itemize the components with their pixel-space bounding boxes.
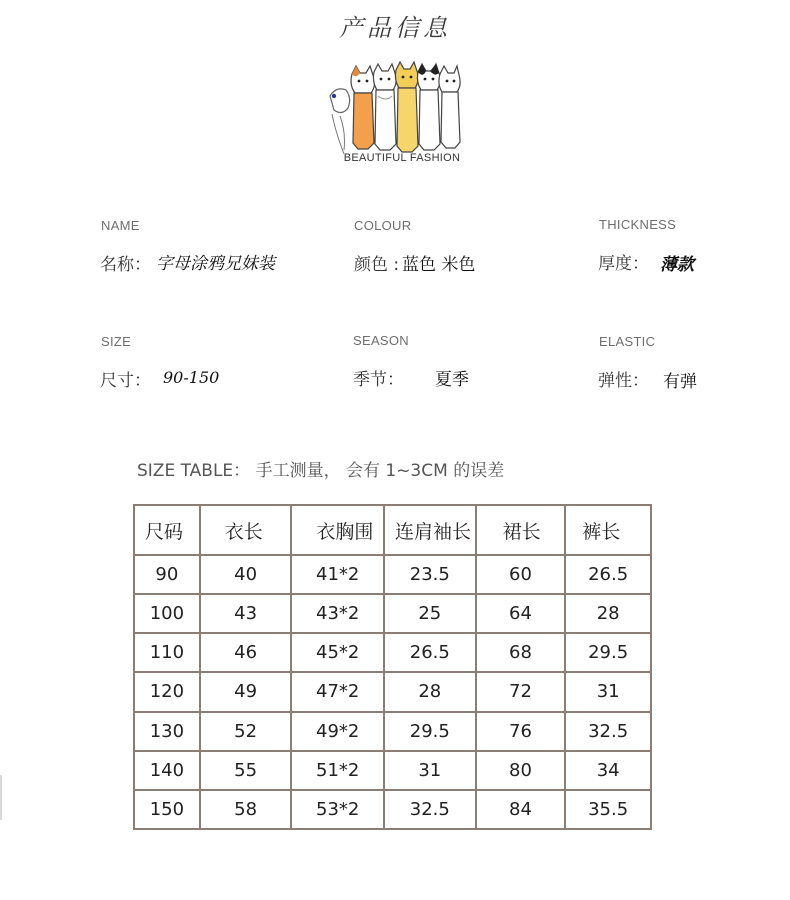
cell-skirt: 60 (476, 555, 566, 594)
cell-size: 90 (134, 555, 200, 594)
season-key: 季节： (353, 370, 404, 390)
cell-skirt: 72 (476, 672, 566, 711)
cell-length: 55 (200, 751, 292, 790)
season-value: 夏季 (435, 370, 469, 390)
header-size: 尺码 (134, 505, 200, 555)
elastic-key: 弹性： (598, 371, 649, 391)
cell-sleeve: 28 (384, 672, 476, 711)
cell-chest: 49*2 (291, 712, 384, 751)
cell-skirt: 84 (476, 790, 566, 829)
header-length: 衣长 (200, 505, 292, 555)
cell-skirt: 80 (476, 751, 566, 790)
cell-sleeve: 26.5 (384, 633, 476, 672)
cell-pants: 29.5 (565, 633, 651, 672)
cell-skirt: 64 (476, 594, 566, 633)
table-header-row (134, 505, 651, 555)
cell-length: 43 (200, 594, 292, 633)
header-chest: 衣胸围 (291, 505, 384, 555)
table-row (134, 672, 651, 711)
colour-key: 颜色 : (354, 255, 400, 275)
cell-chest: 41*2 (291, 555, 384, 594)
page-title: 产品信息 (339, 14, 451, 42)
thickness-key: 厚度： (598, 254, 649, 274)
size-table-title: SIZE TABLE： 手工测量， 会有 1~3CM 的误差 (137, 461, 505, 481)
cell-pants: 28 (565, 594, 651, 633)
cell-chest: 53*2 (291, 790, 384, 829)
name-key: 名称： (100, 255, 151, 275)
table-row (134, 751, 651, 790)
name-value: 字母涂鸦兄妹装 (156, 254, 275, 274)
size-value: 90-150 (163, 368, 220, 387)
size-key: 尺寸： (100, 371, 151, 391)
cell-pants: 34 (565, 751, 651, 790)
cell-skirt: 76 (476, 712, 566, 751)
cell-skirt: 68 (476, 633, 566, 672)
cell-length: 46 (200, 633, 292, 672)
table-row (134, 790, 651, 829)
cell-pants: 32.5 (565, 712, 651, 751)
table-row (134, 712, 651, 751)
cell-length: 58 (200, 790, 292, 829)
thickness-label: THICKNESS (599, 217, 677, 232)
brand-name: BEAUTIFUL FASHION (343, 152, 461, 164)
cell-size: 100 (134, 594, 200, 633)
cell-chest: 51*2 (291, 751, 384, 790)
name-label: NAME (101, 218, 140, 233)
cell-size: 150 (134, 790, 200, 829)
cell-length: 49 (200, 672, 292, 711)
colour-value: 蓝色 米色 (402, 255, 476, 275)
thickness-value: 薄款 (660, 255, 694, 275)
elastic-value: 有弹 (663, 372, 697, 392)
cell-size: 110 (134, 633, 200, 672)
header-skirt-length: 裙长 (476, 505, 566, 555)
cell-size: 130 (134, 712, 200, 751)
cell-sleeve: 23.5 (384, 555, 476, 594)
colour-label: COLOUR (354, 218, 412, 233)
cell-chest: 47*2 (291, 672, 384, 711)
cell-chest: 45*2 (291, 633, 384, 672)
cell-size: 120 (134, 672, 200, 711)
season-label: SEASON (353, 333, 409, 348)
table-row (134, 555, 651, 594)
cell-sleeve: 29.5 (384, 712, 476, 751)
cell-sleeve: 25 (384, 594, 476, 633)
cell-length: 40 (200, 555, 292, 594)
cell-size: 140 (134, 751, 200, 790)
cell-sleeve: 32.5 (384, 790, 476, 829)
table-row (134, 594, 651, 633)
header-pants-length: 裤长 (565, 505, 651, 555)
size-label: SIZE (101, 334, 132, 349)
cell-length: 52 (200, 712, 292, 751)
table-row (134, 633, 651, 672)
cell-chest: 43*2 (291, 594, 384, 633)
cell-pants: 26.5 (565, 555, 651, 594)
size-table (133, 504, 652, 830)
edge-divider (0, 775, 2, 820)
cell-pants: 31 (565, 672, 651, 711)
header-sleeve: 连肩袖长 (384, 505, 476, 555)
cell-pants: 35.5 (565, 790, 651, 829)
elastic-label: ELASTIC (599, 334, 656, 349)
cell-sleeve: 31 (384, 751, 476, 790)
